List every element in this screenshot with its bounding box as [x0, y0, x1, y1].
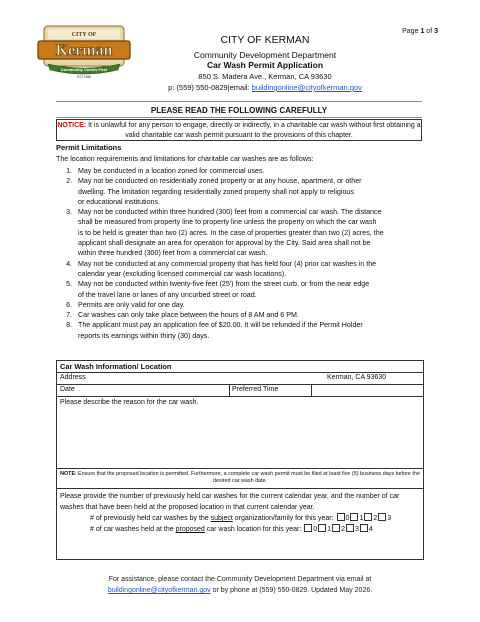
city-address: 850 S. Madera Ave., Kerman, CA 93630 — [198, 72, 332, 81]
svg-text:Kerman: Kerman — [55, 42, 113, 59]
limitation-item — [56, 310, 424, 320]
limitation-number: 8. — [66, 321, 72, 330]
option-checkbox[interactable] — [350, 513, 358, 521]
limitation-line: calendar year (excluding licensed commercial car wash locations). — [78, 269, 287, 278]
reason-label: Please describe the reason for the car wash. — [60, 399, 199, 406]
limitation-text — [78, 320, 424, 341]
limitation-text — [78, 176, 424, 207]
option-label: 2 — [341, 526, 345, 533]
address-label: Address — [60, 374, 86, 381]
option-label: 0 — [345, 515, 350, 522]
cell-divider — [311, 385, 312, 397]
cell-divider — [229, 385, 230, 397]
svg-text:EST 1946: EST 1946 — [76, 75, 92, 79]
option-label: 1 — [359, 515, 364, 522]
notice-box — [56, 119, 422, 141]
limitation-number: 6. — [66, 300, 72, 309]
limitation-line: Permits are only valid for one day. — [78, 300, 185, 309]
limitation-line: May not be conducted on residentially zoned property or at any house, apartment, or other — [78, 177, 362, 186]
limitation-line: of the travel lane or lanes of any uncurbed street or road. — [78, 290, 257, 299]
option-label: 1 — [327, 526, 332, 533]
footer-line-1: For assistance, please contact the Community Development Department via email at — [108, 576, 372, 583]
limitation-text — [78, 207, 424, 258]
option-label: 3 — [354, 526, 359, 533]
page-number: Page 1 of 3 — [402, 28, 438, 35]
limitation-item — [56, 176, 424, 207]
permit-limitations-intro: The location requirements and limitations for charitable car washes are as follows: — [56, 155, 314, 163]
previous-washes-intro: Please provide the number of previously held car washes for the current calendar year, and the number of car washes that have been held at the proposed location in that current calendar year. — [60, 493, 400, 511]
contact-line: p: (559) 550-0829|email: buildingonline@cityofkerman.gov — [168, 83, 362, 92]
department-name: Community Development Department — [193, 50, 337, 60]
option-checkbox[interactable] — [346, 524, 354, 532]
note-text: : Ensure that the proposed location is permitted. Furthermore, a complete car wash permit must be filed at least five (5) business days before the desired car wash date. — [75, 471, 420, 484]
divider — [56, 101, 422, 102]
limitation-text — [78, 300, 424, 310]
limitation-line: May not be conducted within three hundred (300) feet from a commercial car wash. The distance — [78, 208, 382, 217]
limitation-number: 5. — [66, 280, 72, 289]
option-label: 0 — [313, 526, 318, 533]
date-label[interactable]: Date — [60, 386, 75, 393]
svg-text:Community Comes First: Community Comes First — [60, 67, 108, 72]
limitation-line: dwelling. The limitation regarding residentially zoned property shall not apply to religious — [78, 187, 354, 196]
city-name: CITY OF KERMAN — [220, 34, 310, 46]
footer — [56, 574, 424, 596]
footer-email-link[interactable]: buildingonline@cityofkerman.gov — [107, 587, 211, 594]
limitation-item — [56, 279, 424, 300]
limitation-line: May not be conducted at any commercial property that has held four (4) prior car washes in the — [78, 259, 377, 268]
permit-limitations-list — [56, 166, 424, 341]
limitation-line: May be conducted in a location zoned for commercial uses. — [78, 167, 265, 175]
svg-text:CITY OF: CITY OF — [71, 32, 97, 38]
car-wash-info-form — [56, 360, 424, 560]
limitation-item — [56, 320, 424, 341]
reason-field[interactable] — [57, 397, 423, 469]
limitation-text — [78, 310, 424, 320]
option-checkbox[interactable] — [364, 513, 372, 521]
limitation-text — [78, 259, 424, 280]
option-checkbox[interactable] — [360, 524, 368, 532]
limitation-line: May not be conducted within twenty-five feet (25') from the street curb, or from the near edge — [78, 280, 370, 289]
please-read-heading: PLEASE READ THE FOLLOWING CAREFULLY — [150, 106, 328, 115]
permit-limitations-title: Permit Limitations — [56, 143, 122, 152]
limitation-line: reports its earnings within thirty (30) days. — [78, 331, 210, 340]
limitation-number: 2. — [66, 177, 72, 186]
limitation-line: applicant shall designate an area for operation for approval by the City. Said area shall not be — [78, 239, 371, 248]
notice-label: NOTICE: — [57, 122, 87, 129]
limitation-text — [78, 166, 424, 176]
option-checkbox[interactable] — [337, 513, 345, 521]
previous-washes-question-1: # of previously held car washes by the subject organization/family for this year: 0 1 2 3 — [90, 515, 392, 522]
date-time-row — [57, 385, 423, 397]
option-label: 3 — [387, 515, 392, 522]
limitation-number: 1. — [66, 167, 72, 175]
limitation-line: or educational institutions. — [78, 197, 161, 206]
note-label: NOTE — [60, 471, 76, 477]
header-email-link[interactable]: buildingonline@cityofkerman.gov — [251, 83, 362, 92]
notice-text: It is unlawful for any person to engage, directly or indirectly, in a charitable car wash without first obtaining a valid charitable car wash permit pursuant to the provisions of this chapter. — [86, 122, 421, 139]
limitation-item — [56, 207, 424, 258]
note-row — [57, 469, 423, 489]
previous-washes-question-2: # of car washes held at the proposed car wash location for this year: 0 1 2 3 4 — [90, 526, 373, 533]
limitation-number: 3. — [66, 208, 72, 217]
option-label: 2 — [373, 515, 378, 522]
city-logo — [34, 24, 134, 80]
limitation-item — [56, 259, 424, 280]
preferred-time-label: Preferred Time — [232, 386, 279, 393]
option-checkbox[interactable] — [332, 524, 340, 532]
option-checkbox[interactable] — [304, 524, 312, 532]
address-field[interactable] — [57, 373, 423, 385]
option-label: 4 — [368, 526, 373, 533]
limitation-line: Car washes can only take place between the hours of 8 AM and 6 PM. — [78, 311, 299, 320]
option-checkbox[interactable] — [318, 524, 326, 532]
option-checkbox[interactable] — [378, 513, 386, 521]
limitation-number: 7. — [66, 311, 72, 320]
previous-washes-section — [57, 489, 423, 559]
limitation-text — [78, 279, 424, 300]
form-title: Car Wash Permit Application — [206, 60, 324, 70]
limitation-number: 4. — [66, 259, 72, 268]
limitation-line: is to be held is greater than two (2) acres. In the case of properties greater than two (2) acres, the — [78, 228, 384, 237]
limitation-line: within three hundred (300) feet from a commercial car wash. — [78, 249, 268, 258]
limitation-line: The applicant must pay an application fee of $20.00. It will be refunded if the Permit Holder — [78, 321, 363, 330]
form-section-title: Car Wash Information/ Location — [57, 361, 423, 373]
limitation-item — [56, 300, 424, 310]
limitation-line: shall be measured from property line to property line unless the property on which the car wash — [78, 218, 377, 227]
limitation-item — [56, 166, 424, 176]
divider — [56, 117, 422, 118]
address-city: Kerman, CA 93630 — [327, 374, 387, 381]
footer-line-2: buildingonline@cityofkerman.gov or by phone at (559) 550-0829. Updated May 2026. — [107, 587, 373, 594]
